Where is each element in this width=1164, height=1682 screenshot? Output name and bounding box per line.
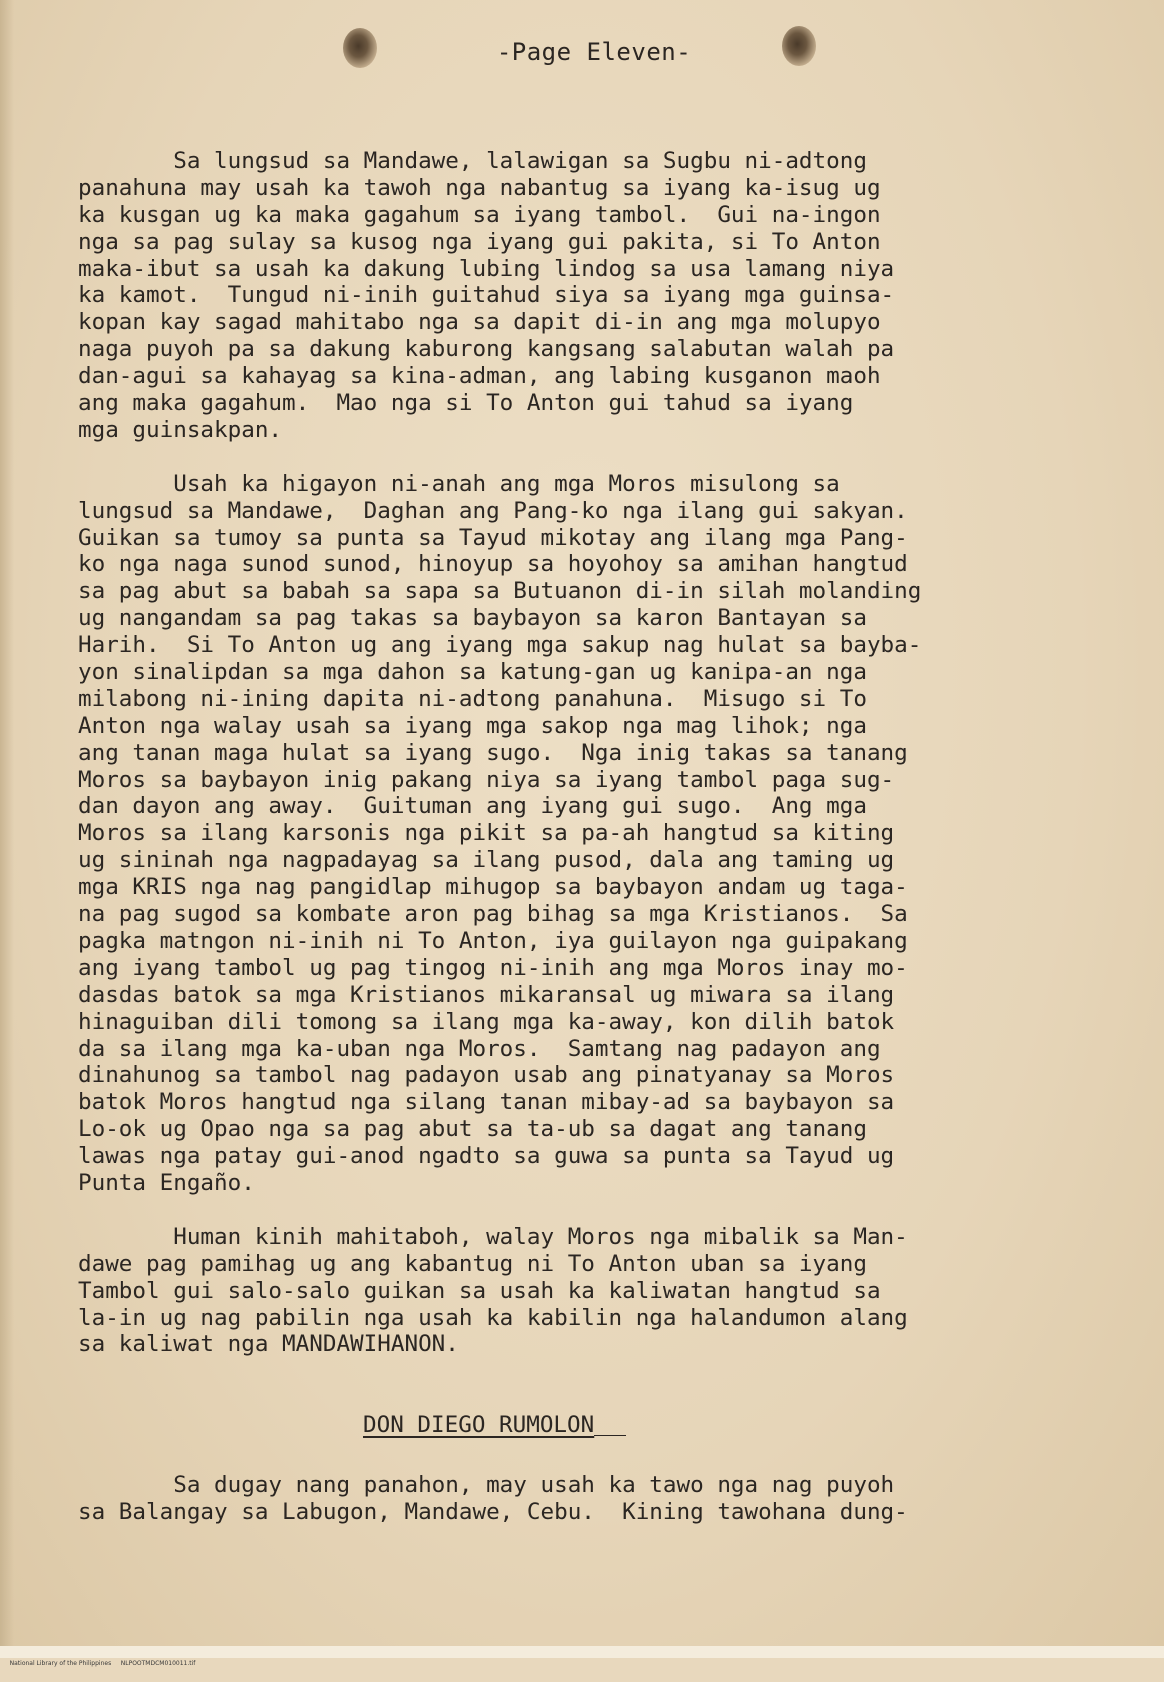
text-line: Sa lungsud sa Mandawe, lalawigan sa Sugbu ni-adtong — [78, 148, 867, 174]
text-line: dinahunog sa tambol nag padayon usab ang pinatyanay sa Moros — [78, 1062, 895, 1089]
text-line: hinaguiban dili tomong sa ilang mga ka-away, kon dilih batok — [78, 1008, 895, 1035]
text-line: yon sinalipdan sa mga dahon sa katung-gan ug kanipa-an nga — [78, 659, 867, 686]
text-line: pagka matngon ni-inih ni To Anton, iya guilayon nga guipakang — [78, 927, 908, 954]
text-line: ug nangandam sa pag takas sa baybayon sa karon Bantayan sa — [78, 605, 867, 632]
text-line: mga guinsakpan. — [78, 416, 283, 443]
text-line: sa kaliwat nga MANDAWIHANON. — [78, 1331, 459, 1358]
text-line: ang tanan maga hulat sa iyang sugo. Nga inig takas sa tanang — [78, 739, 908, 766]
text-line: Human kinih mahitaboh, walay Moros nga mibalik sa Man- — [78, 1223, 908, 1250]
paragraph — [78, 148, 1088, 444]
text-line: nga sa pag sulay sa kusog nga iyang gui pakita, si To Anton — [78, 228, 881, 255]
page-header — [0, 38, 1164, 66]
scan-footer — [0, 1646, 1164, 1667]
text-line: ug sininah nga nagpadayag sa ilang pusod, dala ang taming ug — [78, 847, 895, 874]
text-line: Harih. Si To Anton ug ang iyang mga sakup nag hulat sa bayba- — [78, 632, 922, 659]
text-line: Usah ka higayon ni-anah ang mga Moros misulong sa — [78, 470, 840, 497]
text-line: dasdas batok sa mga Kristianos mikaransal ug miwara sa ilang — [78, 981, 895, 1008]
text-line: lawas nga patay gui-anod ngadto sa guwa sa punta sa Tayud ug — [78, 1143, 895, 1170]
text-line: Moros sa ilang karsonis nga pikit sa pa-ah hangtud sa kiting — [78, 820, 895, 847]
text-line: Moros sa baybayon inig pakang niya sa iyang tambol paga sug- — [78, 766, 895, 793]
text-line: kopan kay sagad mahitabo nga sa dapit di-in ang mga molupyo — [78, 309, 881, 336]
text-line: milabong ni-ining dapita ni-adtong panahuna. Misugo si To — [78, 685, 867, 712]
text-line: Anton nga walay usah sa iyang mga sakop nga mag lihok; nga — [78, 712, 867, 739]
text-line: Punta Engaño. — [78, 1169, 255, 1196]
text-line: Tambol gui salo-salo guikan sa usah ka kaliwatan hangtud sa — [78, 1277, 881, 1304]
text-line: da sa ilang mga ka-uban nga Moros. Samtang nag padayon ang — [78, 1035, 881, 1062]
text-line: Guikan sa tumoy sa punta sa Tayud mikotay ang ilang mga Pang- — [78, 524, 908, 551]
text-line: mga KRIS nga nag pangidlap mihugop sa baybayon andam ug taga- — [78, 874, 908, 901]
text-line: ang maka gagahum. Mao nga si To Anton gui tahud sa iyang — [78, 390, 854, 417]
text-line: naga puyoh pa sa dakung kaburong kangsang salabutan walah pa — [78, 336, 895, 363]
text-line: sa Balangay sa Labugon, Mandawe, Cebu. Kining tawohana dung- — [78, 1498, 908, 1525]
text-line: panahuna may usah ka tawoh nga nabantug sa iyang ka-isug ug — [78, 174, 881, 201]
text-line: Sa dugay nang panahon, may usah ka tawo nga nag puyoh — [78, 1472, 895, 1498]
text-line: lungsud sa Mandawe, Daghan ang Pang-ko nga ilang gui sakyan. — [78, 497, 908, 524]
section-heading: DON DIEGO RUMOLON — [363, 1412, 626, 1439]
text-line: ang iyang tambol ug pag tingog ni-inih ang mga Moros inay mo- — [78, 954, 908, 981]
text-line: ka kamot. Tungud ni-inih guitahud siya sa iyang mga guinsa- — [78, 282, 895, 309]
text-line: dan-agui sa kahayag sa kina-adman, ang labing kusganon maoh — [78, 363, 881, 390]
text-line: sa pag abut sa babah sa sapa sa Butuanon di-in silah molanding — [78, 578, 922, 605]
paragraph — [78, 471, 1088, 1197]
text-line: la-in ug nag pabilin nga usah ka kabilin nga halandumon alang — [78, 1304, 908, 1331]
paragraph — [78, 1224, 1088, 1358]
text-line: ko nga naga sunod sunod, hinoyup sa hoyohoy sa amihan hangtud — [78, 551, 908, 578]
text-line: na pag sugod sa kombate aron pag bihag sa mga Kristianos. Sa — [78, 901, 908, 928]
text-line: dan dayon ang away. Guituman ang iyang gui sugo. Ang mga — [78, 793, 867, 820]
text-line: batok Moros hangtud nga silang tanan mibay-ad sa baybayon sa — [78, 1089, 895, 1116]
page-header-text: -Page Eleven- — [496, 38, 692, 66]
paragraph-last — [78, 1472, 908, 1526]
text-line: ka kusgan ug ka maka gagahum sa iyang tambol. Gui na-ingon — [78, 201, 881, 228]
scan-footer-text: National Library of the Philippines NLPOOTMDCM010011.tif — [9, 1660, 196, 1667]
text-line: Lo-ok ug Opao nga sa pag abut sa ta-ub sa dagat ang tanang — [78, 1116, 867, 1143]
text-line: maka-ibut sa usah ka dakung lubing lindog sa usa lamang niya — [78, 255, 895, 282]
page-edge-shadow — [0, 0, 14, 1658]
body-text — [78, 148, 1088, 1358]
text-line: dawe pag pamihag ug ang kabantug ni To Anton uban sa iyang — [78, 1250, 867, 1277]
